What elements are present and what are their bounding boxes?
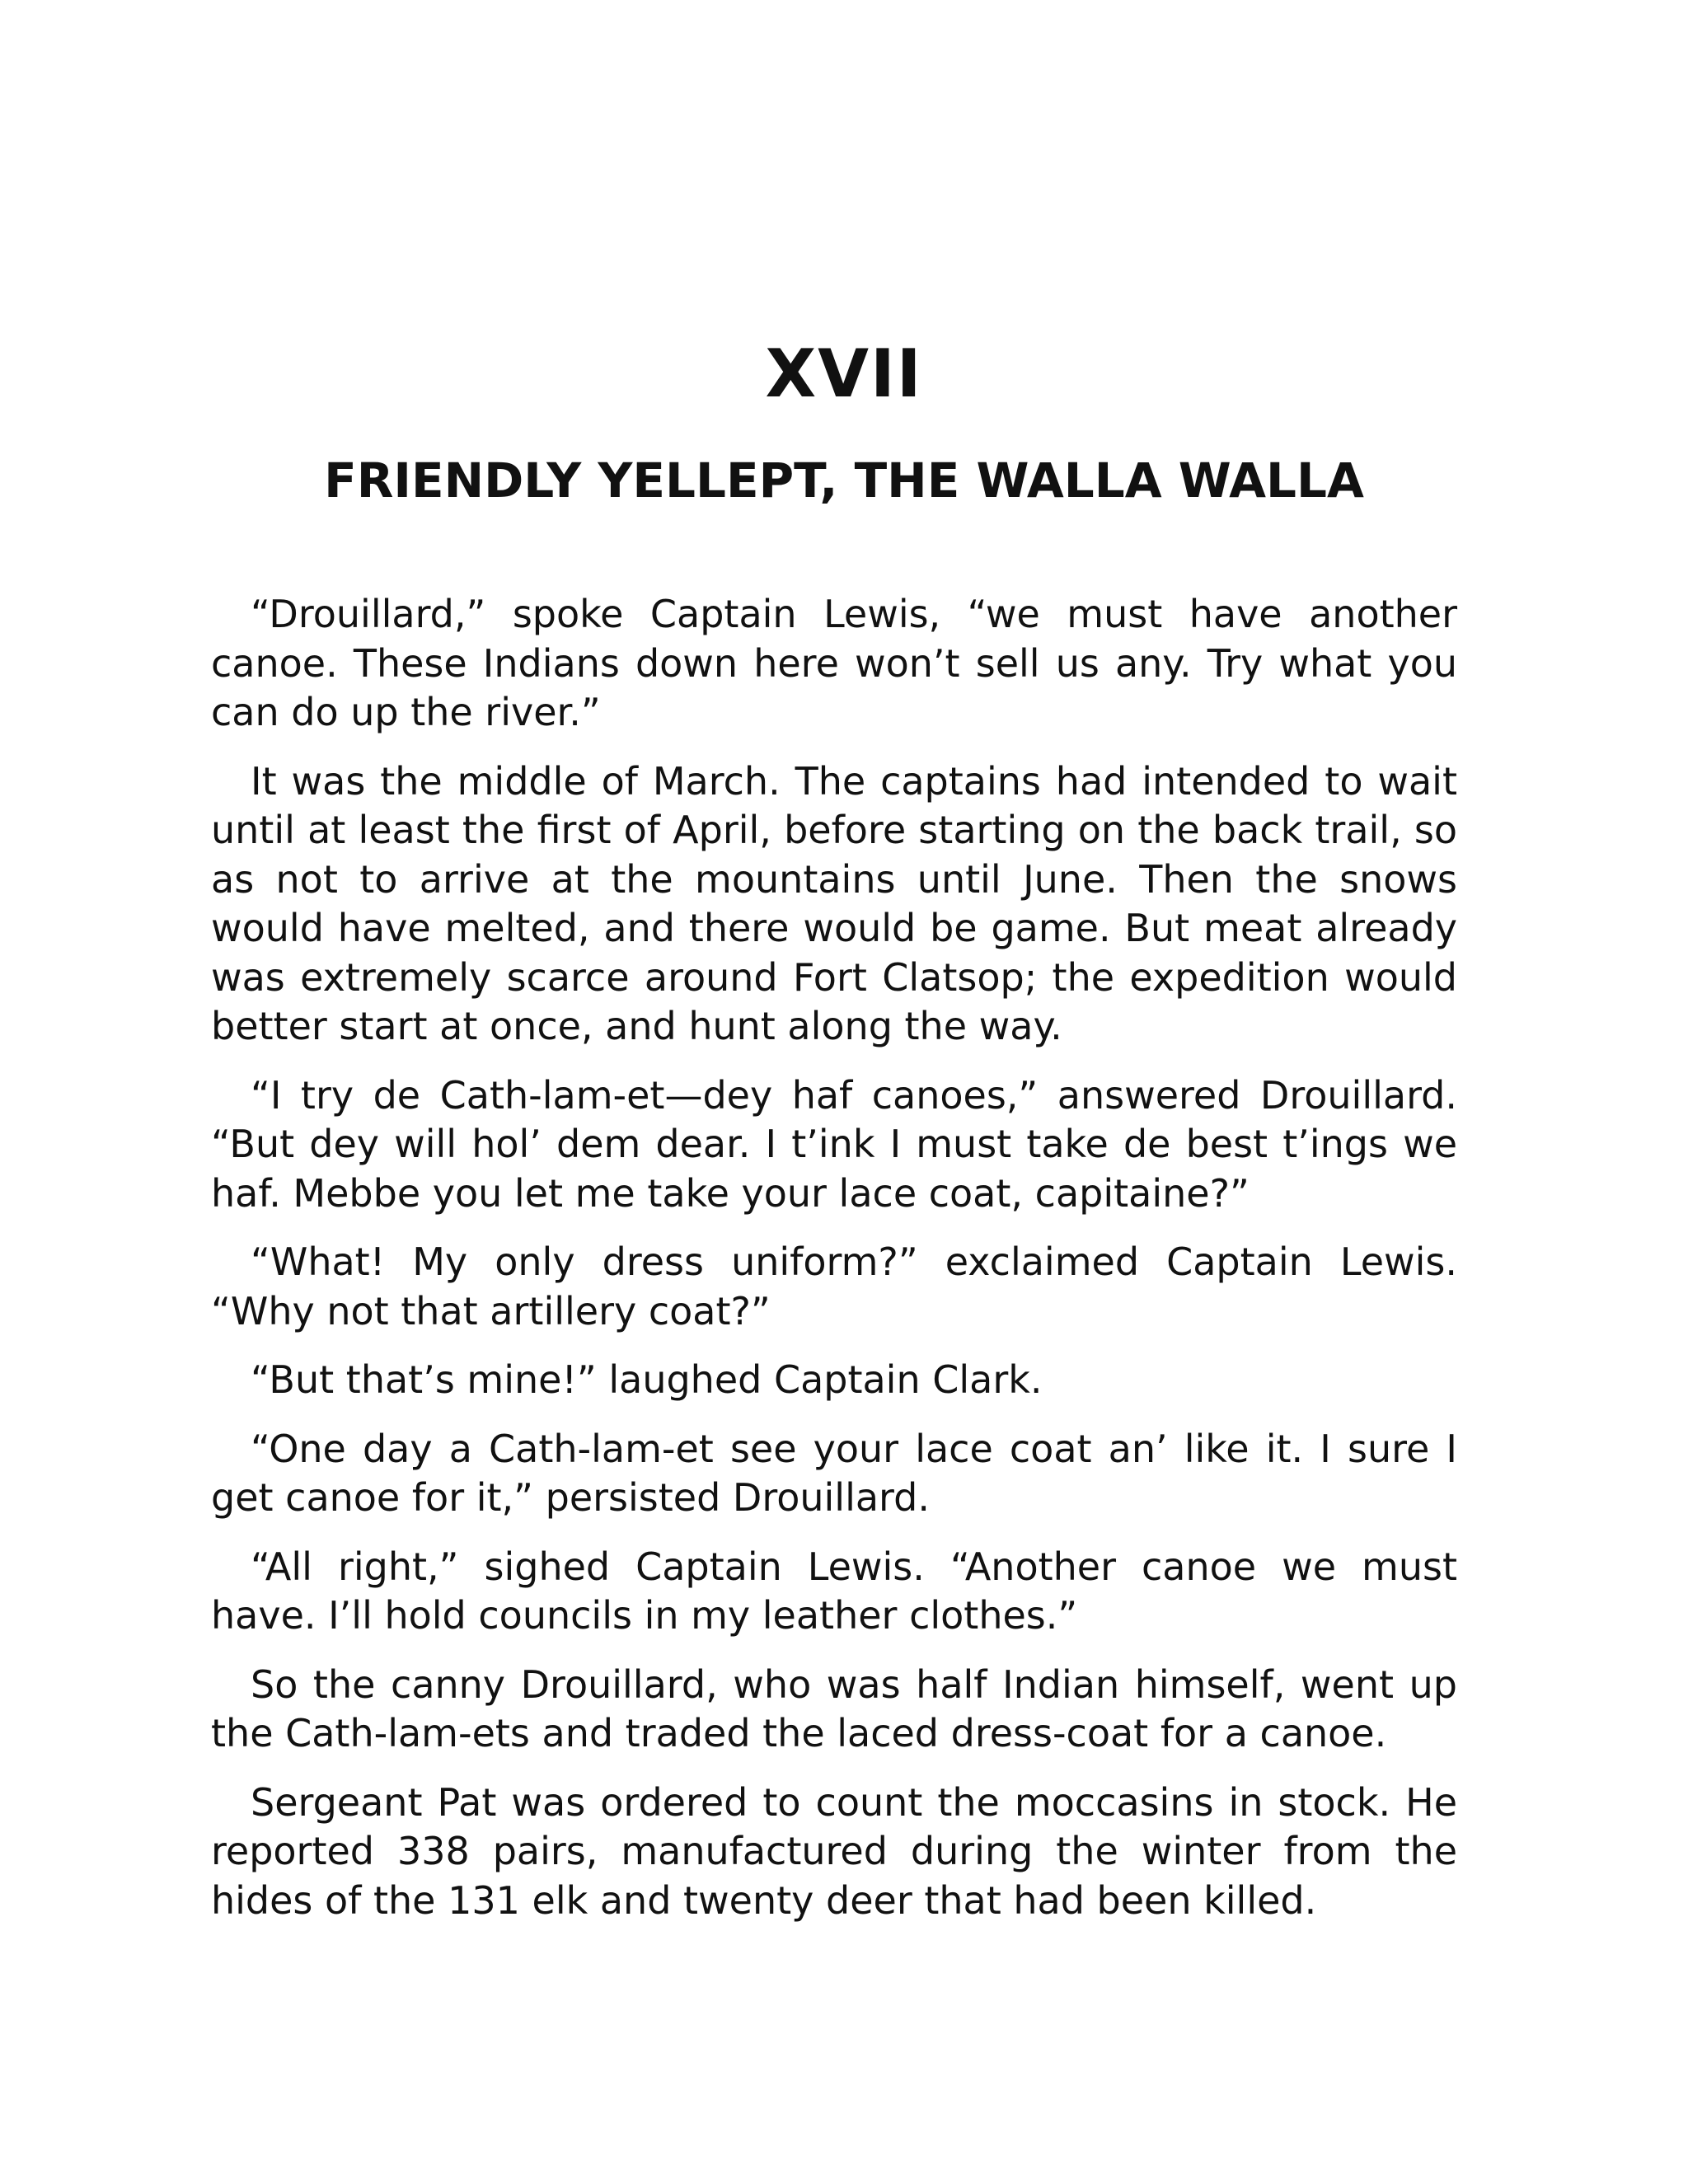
paragraph-5: “But that’s mine!” laughed Captain Clark.	[251, 1357, 1043, 1402]
chapter-number: XVII	[765, 335, 923, 412]
paragraph-7: “All right,” sighed Captain Lewis. “Another canoe we must have. I’ll hold councils in my leather clothes.”	[211, 1544, 1457, 1638]
paragraph-3: “I try de Cath-lam-et—dey haf canoes,” answered Drouillard. “But dey will hol’ dem dear. I t’ink I must take de best t’ings we haf. Mebbe you let me take your lace coat, capitaine?”	[211, 1072, 1457, 1216]
paragraph-2: It was the middle of March. The captains had intended to wait until at least the first of April, before starting on the back trail, so as not to arrive at the mountains until June. Then the snows would have melted, and there would be game. But meat already was extremely scarce around Fort Clatsop; the expedition would better start at once, and hunt along the way.	[211, 758, 1457, 1048]
paragraph-8: So the canny Drouillard, who was half Indian himself, went up the Cath-lam-ets and traded the laced dress-coat for a canoe.	[211, 1661, 1457, 1755]
paragraph-4: “What! My only dress uniform?” exclaimed Captain Lewis. “Why not that artillery coat?”	[211, 1240, 1457, 1333]
paragraph-9: Sergeant Pat was ordered to count the moccasins in stock. He reported 338 pairs, manufactured during the winter from the hides of the 131 elk and twenty deer that had been killed.	[211, 1779, 1457, 1923]
paragraph-6: “One day a Cath-lam-et see your lace coat an’ like it. I sure I get canoe for it,” persisted Drouillard.	[211, 1426, 1457, 1520]
chapter-title: FRIENDLY YELLEPT, THE WALLA WALLA	[324, 452, 1364, 509]
paragraph-1: “Drouillard,” spoke Captain Lewis, “we must have another canoe. These Indians down here won’t sell us any. Try what you can do up the river.”	[211, 592, 1457, 734]
chapter-body	[211, 590, 1457, 1945]
